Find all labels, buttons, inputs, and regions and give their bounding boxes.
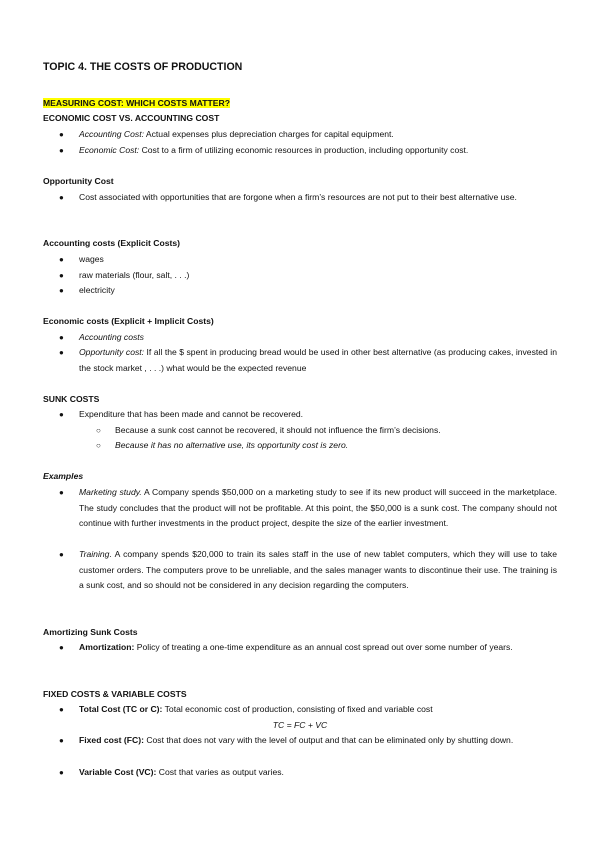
list-item-electricity: ● electricity (79, 283, 557, 299)
bullet-icon: ● (59, 146, 64, 155)
formula-total-cost: TC = FC + VC (272, 720, 328, 730)
circle-bullet-icon: ○ (96, 441, 101, 450)
heading-fixed-variable-costs: FIXED COSTS & VARIABLE COSTS (43, 689, 187, 699)
circle-bullet-icon: ○ (96, 426, 101, 435)
list-item-opportunity-cost-econ: ● Opportunity cost: If all the $ spent in producing bread would be used in other best alternative (as producing cakes, invested in the stock market , . . .) what would be the expected revenue (59, 347, 557, 373)
list-item-accounting-costs: ● Accounting costs (79, 330, 557, 346)
heading-amortizing-sunk-costs: Amortizing Sunk Costs (43, 627, 138, 637)
list-item-training: ● Training. A company spends $20,000 to train its sales staff in the use of new tablet computers, which they will use to take customer orders. The computers prove to be unreliable, and the sales manager wants to discontinue their use. The training is a sunk cost, and so should not be considered in any decision regarding the computers. (59, 549, 557, 591)
bullet-icon: ● (59, 488, 64, 497)
bullet-icon: ● (59, 193, 64, 202)
bullet-icon: ● (59, 410, 64, 419)
heading-opportunity-cost: Opportunity Cost (43, 176, 114, 186)
heading-accounting-costs: Accounting costs (Explicit Costs) (43, 238, 181, 248)
heading-economic-costs: Economic costs (Explicit + Implicit Costs) (43, 316, 214, 326)
list-item-variable-cost: ● Variable Cost (VC): Cost that varies as output varies. (79, 765, 557, 781)
list-item-wages: ● wages (79, 252, 557, 268)
sublist-item-opportunity-zero: ○ Because it has no alternative use, its opportunity cost is zero. (115, 438, 557, 454)
sublist-item-sunk-cost-decisions: ○ Because a sunk cost cannot be recovered, it should not influence the firm’s decisions. (115, 423, 557, 439)
bullet-icon: ● (59, 768, 64, 777)
list-item-total-cost: ● Total Cost (TC or C): Total economic cost of production, consisting of fixed and variable cost (79, 702, 557, 718)
bullet-icon: ● (59, 550, 64, 559)
list-item-amortization: ● Amortization: Policy of treating a one-time expenditure as an annual cost spread out over some number of years. (79, 640, 557, 656)
heading-sunk-costs: SUNK COSTS (43, 394, 100, 404)
bullet-icon: ● (59, 736, 64, 745)
bullet-icon: ● (59, 348, 64, 357)
page-title: TOPIC 4. THE COSTS OF PRODUCTION (43, 61, 243, 73)
section-heading-measuring-cost: MEASURING COST: WHICH COSTS MATTER? (43, 98, 230, 108)
list-item-sunk-cost-definition: ● Expenditure that has been made and cannot be recovered. (79, 407, 557, 423)
bullet-icon: ● (59, 333, 64, 342)
list-item-accounting-cost: ● Accounting Cost: Actual expenses plus depreciation charges for capital equipment. (79, 127, 557, 143)
list-item-raw-materials: ● raw materials (flour, salt, . . .) (79, 268, 557, 284)
list-item-marketing-study: ● Marketing study. A Company spends $50,000 on a marketing study to see if its new product will succeed in the marketplace. The study concludes that the product will not be profitable. At this point, the $50,000 is a sunk cost. The company should not continue with further investments in the product project, despite the size of the earlier investment. (59, 487, 557, 529)
subheading-economic-vs-accounting: ECONOMIC COST VS. ACCOUNTING COST (43, 113, 220, 123)
list-item-opportunity-cost: ● Cost associated with opportunities that are forgone when a firm’s resources are not put to their best alternative use. (79, 190, 557, 206)
list-item-fixed-cost: ● Fixed cost (FC): Cost that does not vary with the level of output and that can be eliminated only by shutting down. (79, 733, 557, 749)
list-item-economic-cost: ● Economic Cost: Cost to a firm of utilizing economic resources in production, including opportunity cost. (79, 143, 557, 159)
bullet-icon: ● (59, 271, 64, 280)
bullet-icon: ● (59, 255, 64, 264)
bullet-icon: ● (59, 130, 64, 139)
bullet-icon: ● (59, 643, 64, 652)
bullet-icon: ● (59, 705, 64, 714)
bullet-icon: ● (59, 286, 64, 295)
heading-examples: Examples (43, 471, 84, 481)
